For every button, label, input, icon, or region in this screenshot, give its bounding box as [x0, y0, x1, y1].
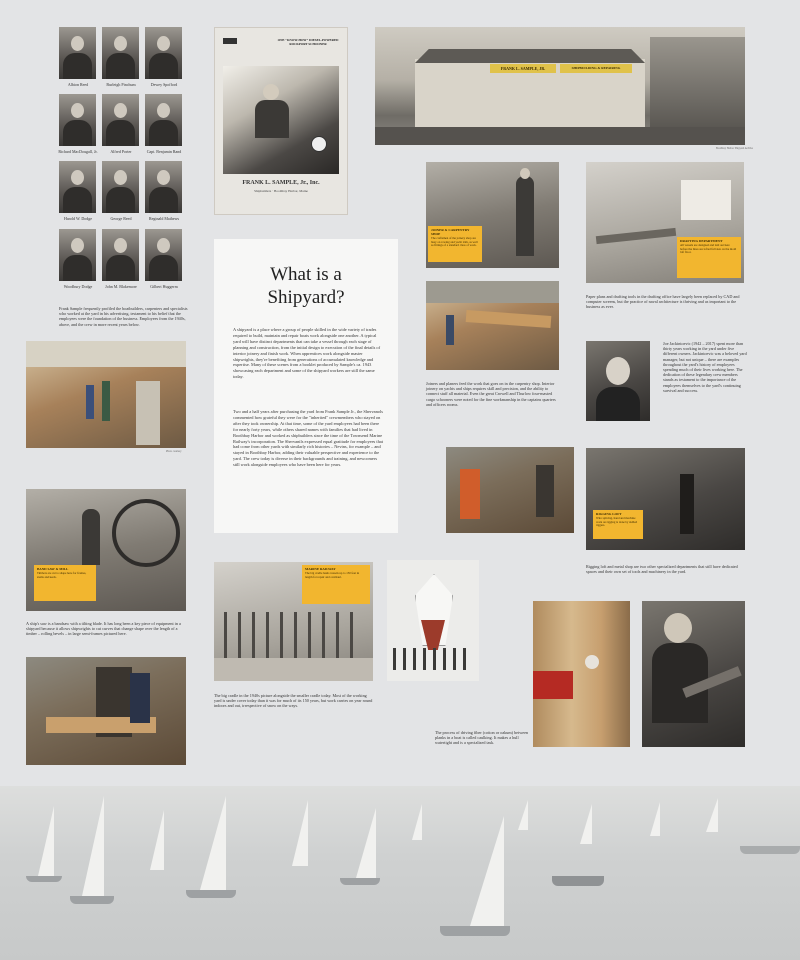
note-bandsaw: BAND SAW & MILL Timbers are cut to shape here for frames, stems and keels.	[34, 565, 96, 601]
caption-drafting: Paper plans and drafting tools in the drafting office have largely been replaced by CAD and computer screens, but the practice of naval architecture is thriving and as important to the business as ever.	[586, 294, 740, 310]
ad-company: FRANK L. SAMPLE, Jr., Inc.	[242, 180, 320, 186]
employee-portrait	[145, 27, 182, 79]
ad-sub: Shipbuilders · Boothbay Harbor, Maine	[254, 189, 308, 193]
employee-name: John M. Blakemore	[105, 284, 137, 289]
employee-name: Burleigh Pinchum	[106, 82, 136, 87]
employee-portrait	[145, 229, 182, 281]
employee-name: Albion Reed	[67, 82, 89, 87]
sailboat-harbor-background	[0, 786, 800, 960]
title-line-1: What is a	[270, 264, 342, 285]
boat-cradle-photo	[387, 560, 479, 681]
ad-photo	[223, 66, 339, 174]
caption-ship-saw: A ship's saw is a bandsaw with a tilting blade. It has long been a key piece of equipment in a shipyard because it allows shipwrights to cut curves that change shape over the length of a timber – rolling bevels – in large semi-frames pictured here.	[26, 621, 181, 637]
employee-portrait	[102, 161, 139, 213]
main-paragraph-1: A shipyard is a place where a group of people skilled in the wide variety of trades required to build, maintain and repair boats work alongside one another. A typical yard will have distinct departments that can take a vessel through each stage of planning and construction, from the initial design to execution of the final details of interior joinery and finish work. When apprentices work alongside master shipwrights, they're benefiting from generations of accumulated knowledge and expertise. Many of these scenes from a booklet produced by Sample's ca. 1943 showcasing each department and some of the shipyard workers are still the same today.	[233, 327, 381, 380]
employee-portrait	[145, 94, 182, 146]
ad-emblem-icon	[311, 136, 327, 152]
credit-label: Boothbay Harbor Shipyard Archive	[716, 147, 753, 150]
page-title	[214, 263, 398, 309]
employee-name: Richard MacDougall, Jr.	[58, 149, 98, 154]
employee-name: Woodbury Dodge	[63, 284, 93, 289]
employee-name: Gilbert Huggerm	[150, 284, 178, 289]
workshop-workers-photo	[446, 447, 574, 533]
band-saw-modern-photo	[26, 657, 186, 765]
portrait-caption: Frank Sample frequently profiled the boatbuilders, carpenters and specialists who worked at the yard in his advertising, testament to his belief that the employees were the foundation of the business. Employees from the 1940s, above, and the crew in more recent years below.	[59, 306, 188, 327]
joiners-photo	[426, 281, 559, 370]
employee-name: Alfred Porter	[110, 149, 132, 154]
caption-jackintoevic: Joe Jackintoevic (1942 – 2017) spent more than thirty years working in the yard under five different owners. Jackintoevic was a beloved yard manager, but not unique – there are examples throughout the yard's history of employees spending much of their lives working here. The dedication of these legendary crew members stands as testament to the importance of the employees themselves to the yard's continuing survival and success.	[663, 341, 747, 393]
note-joinery: JOINER & CARPENTRY SHOP The craftsmen of the joinery shop are busy on rowing and yacht trim, as well as fittings of a standard class of work.	[428, 226, 482, 262]
caption-caulking: The process of driving fiber (cotton or oakum) between planks in a boat is called caulking. It makes a hull watertight and is a specialized task.	[435, 730, 529, 746]
note-rigging: RIGGING LOFT Wire splicing, hand and machine work on rigging is done by skilled riggers.	[593, 510, 643, 539]
building-sign-1: FRANK L. SAMPLE, JR.	[490, 64, 556, 73]
employee-portrait	[59, 161, 96, 213]
caption-joiners: Joiners and planers feed the work that goes on in the carpentry shop. Interior joinery on yachts and ships requires skill and precision, and the ability to connect stuff all material. Even the great Crowell and Thurlow four-masted cargo schooners were noted for the fine workmanship in the captains quarters and officers rooms.	[426, 381, 556, 407]
employee-portrait	[102, 27, 139, 79]
caption-cradle: The big cradle in the 1940s picture alongside the smaller cradle today. Most of the working yard is under cover today than it was for much of its 150 years, but work carries on year round indoors and out, irrespective of snow on the ways.	[214, 693, 373, 709]
caulking-historic-photo	[642, 601, 745, 747]
main-text-panel	[214, 239, 398, 533]
title-line-2: Shipyard?	[267, 287, 345, 308]
crew-color-photo	[26, 341, 186, 448]
caption-rigging: Rigging loft and metal shop are two other specialized departments that still have dedicated spaces and their own set of tools and machinery in the yard.	[586, 564, 738, 575]
caulking-color-photo	[533, 601, 630, 747]
employee-portrait	[102, 94, 139, 146]
employee-portrait	[59, 229, 96, 281]
employee-portrait	[145, 161, 182, 213]
employee-name: George Reed	[110, 216, 132, 221]
employee-portrait	[59, 94, 96, 146]
shipyard-building-photo	[375, 27, 745, 145]
credit-label: Photo courtesy	[166, 450, 182, 453]
vintage-advertisement	[214, 27, 348, 215]
note-drafting: DRAFTING DEPARTMENT All vessels are designed and laid out here before the lines are lofted full size on the mold loft floor.	[677, 237, 741, 278]
employee-name: Harold W. Dodge	[63, 216, 93, 221]
ad-headline: ONE "KNOW-HOW" DIESEL-POWERED ROCKPORT SCHOONER	[277, 38, 339, 46]
note-railway: MARINE RAILWAY The big cradle hauls vessels up to 150 feet in length for repair and overhaul.	[302, 565, 370, 604]
main-paragraph-2: Two and a half years after purchasing the yard from Frank Sample Jr., the Shervanols commented how grateful they were for the "inherited" crewmembers who stayed on after they took ownership. At that time, some of the yard employees had been there for nearly forty years, while others shared names with families that had lived in Boothbay Harbor and worked as shipbuilders since the time of the Townsend Marine Railway's incorporation. The Shervanils expressed equal gratitude for employees that had come from other yards with similarly rich histories – Nevins, for example – and stayed in Boothbay Harbor, adding their valuable perspective and experience to the yard. The crew today is diverse in their backgrounds and training, and newcomers still work alongside employees who have been here for years.	[233, 409, 383, 468]
employee-portrait	[102, 229, 139, 281]
employee-name: Dewey Spofford	[150, 82, 178, 87]
building-sign-2: SHIPBUILDING & REPAIRING	[560, 64, 632, 73]
ad-flag-icon	[223, 38, 237, 44]
employee-name: Capt. Benjamin Rand	[146, 149, 182, 154]
employee-portrait	[59, 27, 96, 79]
employee-name: Reginald Mathews	[148, 216, 180, 221]
jackintoevic-photo	[586, 341, 650, 421]
